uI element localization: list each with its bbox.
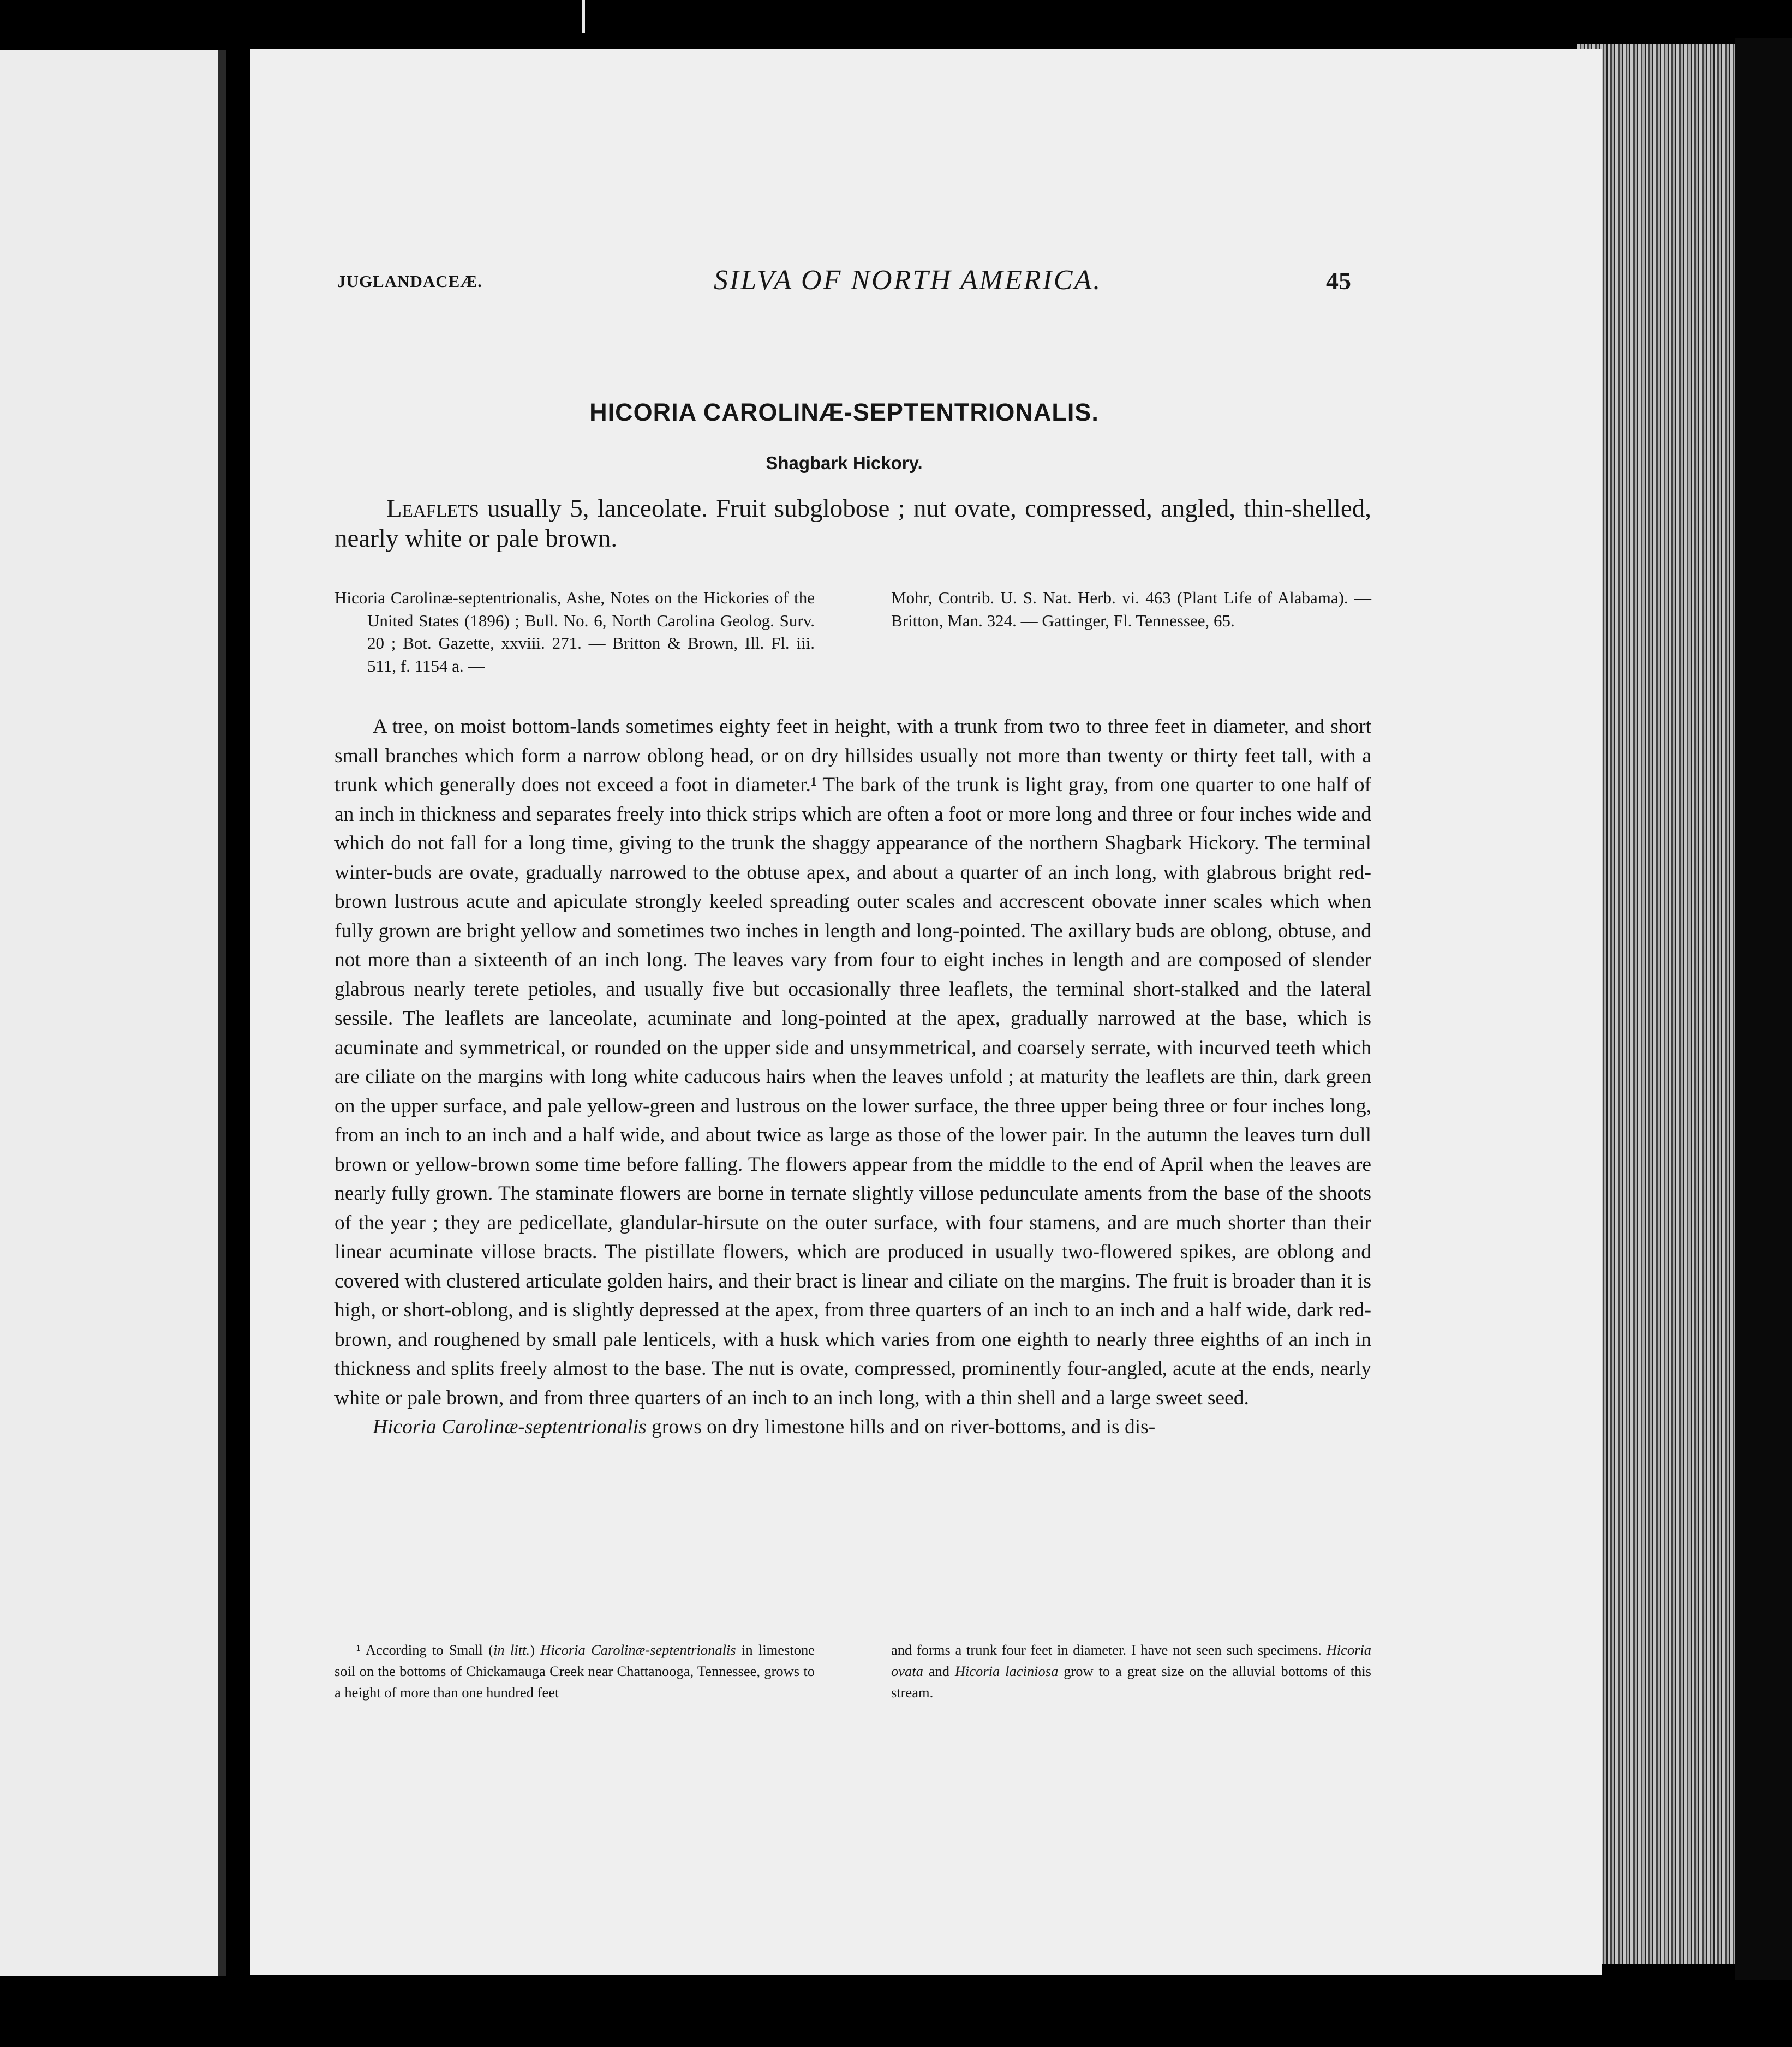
synonymy-right-text: Mohr, Contrib. U. S. Nat. Herb. vi. 463 (Plant Life of Alabama). — Britton, Man. 324. — Gattinger, Fl. Tennessee, 65. bbox=[891, 588, 1371, 630]
footnote-part: and forms a trunk four feet in diameter. I have not seen such specimens. bbox=[891, 1642, 1327, 1658]
footnote-part: Hicoria laciniosa bbox=[954, 1663, 1059, 1680]
footnote-part: in limestone soil on the bottoms of Chickamauga Creek near Chattanooga, Tennessee, grows to a height of more than one hundred feet bbox=[334, 1642, 815, 1701]
distribution-paragraph bbox=[334, 1412, 1371, 1442]
species-title: HICORIA CAROLINÆ-SEPTENTRIONALIS. bbox=[589, 398, 1099, 426]
running-head bbox=[337, 267, 1351, 306]
synonymy-left-column bbox=[334, 586, 815, 677]
synonymy-left-text: Hicoria Carolinæ-septentrionalis, Ashe, Notes on the Hickories of the United States (1896) ; Bull. No. 6, North Carolina Geolog. Surv. 20 ; Bot. Gazette, xxviii. 271. — Britton & Brown, Ill. Fl. iii. 511, f. 1154 a. — bbox=[334, 588, 815, 675]
footnote-part: grow to a great size on the alluvial bottoms of this stream. bbox=[891, 1663, 1371, 1701]
footnote-part: Hicoria Carolinæ-septentrionalis bbox=[540, 1642, 736, 1658]
footnote-part: and bbox=[923, 1663, 955, 1680]
distribution-text: grows on dry limestone hills and on river-bottoms, and is dis- bbox=[646, 1416, 1156, 1438]
footnote-part: ¹ According to Small ( bbox=[356, 1642, 494, 1658]
book-page bbox=[250, 49, 1602, 1975]
diagnosis-text: usually 5, lanceolate. Fruit subglobose ; nut ovate, compressed, angled, thin-shelled, nearly white or pale brown. bbox=[334, 494, 1371, 553]
synonymy-right-column bbox=[891, 586, 1371, 632]
family-name: JUGLANDACEÆ. bbox=[337, 272, 483, 291]
species-name-italic: Hicoria Carolinæ-septentrionalis bbox=[373, 1416, 647, 1438]
description-paragraph: A tree, on moist bottom-lands sometimes eighty feet in height, with a trunk from two to three feet in diameter, and short small branches which form a narrow oblong head, or on dry hillsides usually not more than twenty or thirty feet tall, with a trunk which generally does not exceed a foot in diameter.¹ The bark of the trunk is light gray, from one quarter to one half of an inch in thickness and separates freely into thick strips which are often a foot or more long and three or four inches wide and which do not fall for a long time, giving to the trunk the shaggy appearance of the northern Shagbark Hickory. The terminal winter-buds are ovate, gradually narrowed to the obtuse apex, and about a quarter of an inch long, with glabrous bright red-brown lustrous acute and apiculate strongly keeled spreading outer scales and accrescent obovate inner scales which when fully grown are bright yellow and sometimes two inches in length and long-pointed. The axillary buds are oblong, obtuse, and not more than a sixteenth of an inch long. The leaves vary from four to eight inches in length and are composed of slender glabrous nearly terete petioles, and usually five but occasionally three leaflets, the terminal short-stalked and the lateral sessile. The leaflets are lanceolate, acuminate and long-pointed at the apex, gradually narrowed at the base, which is acuminate and symmetrical, or rounded on the upper side and unsymmetrical, and coarsely serrate, with incurved teeth which are ciliate on the margins with long white caducous hairs when the leaves unfold ; at maturity the leaflets are thin, dark green on the upper surface, and pale yellow-green and lustrous on the lower surface, the three upper being three or four inches long, from an inch to an inch and a half wide, and about twice as large as those of the lower pair. In the autumn the leaves turn dull brown or yellow-brown some time before falling. The flowers appear from the middle to the end of April when the leaves are nearly fully grown. The staminate flowers are borne in ternate slightly villose pedunculate aments from the base of the shoots of the year ; they are pedicellate, glandular-hirsute on the outer surface, with four stamens, and are much shorter than their linear acuminate villose bracts. The pistillate flowers, which are produced in usually two-flowered spikes, are oblong and covered with clustered articulate golden hairs, and their bract is linear and ciliate on the margins. The fruit is broader than it is high, or short-oblong, and is slightly depressed at the apex, from three quarters of an inch to an inch and a half wide, dark red-brown, and roughened by small pale lenticels, with a husk which varies from one eighth to nearly three eighths of an inch in thickness and splits freely almost to the base. The nut is ovate, compressed, prominently four-angled, acute at the ends, nearly white or pale brown, and from three quarters of an inch to an inch long, with a thin shell and a large sweet seed. bbox=[334, 715, 1371, 1409]
description bbox=[334, 712, 1371, 1442]
footnote-part: ) bbox=[530, 1642, 541, 1658]
diagnosis-lead: Leaflets bbox=[386, 494, 479, 523]
scan-artifact bbox=[582, 0, 585, 33]
book-title: SILVA OF NORTH AMERICA. bbox=[714, 265, 1102, 296]
footnote-part: Hicoria ovata bbox=[891, 1642, 1371, 1680]
footnote-left-column bbox=[334, 1639, 815, 1704]
facing-page bbox=[0, 50, 218, 1976]
footnote-right-column bbox=[891, 1639, 1371, 1704]
book-cover-edge bbox=[1735, 38, 1792, 1980]
book-gutter bbox=[218, 50, 226, 1976]
footnote-text-right bbox=[891, 1639, 1371, 1704]
diagnosis bbox=[334, 494, 1371, 554]
footnote-part: in litt. bbox=[493, 1642, 530, 1658]
page-number: 45 bbox=[1326, 267, 1351, 295]
footnote-text-left bbox=[334, 1639, 815, 1704]
common-name: Shagbark Hickory. bbox=[766, 453, 923, 473]
